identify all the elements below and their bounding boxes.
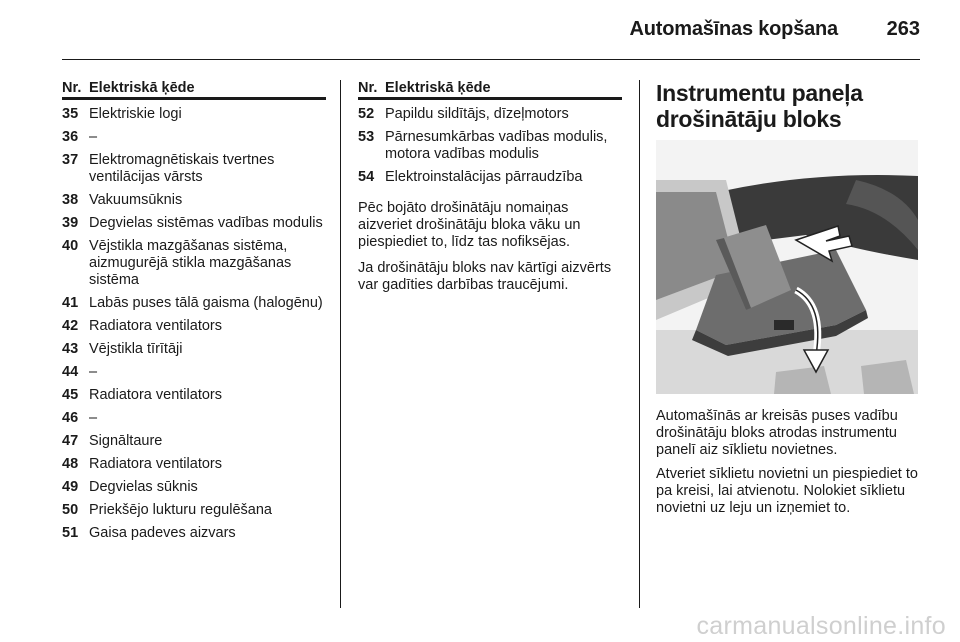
table-row xyxy=(62,192,326,209)
circuit-name: Degvielas sūknis xyxy=(89,479,198,495)
column-divider xyxy=(340,80,341,608)
watermark: carmanualsonline.info xyxy=(696,612,946,640)
circuit-name: Priekšējo lukturu regulēšana xyxy=(89,502,272,518)
fuse-number: 42 xyxy=(62,318,79,334)
table-row xyxy=(62,318,326,335)
circuit-name: – xyxy=(89,129,98,145)
fuse-table-2 xyxy=(358,80,622,294)
column-header-nr: Nr. xyxy=(62,80,82,96)
fuse-number: 36 xyxy=(62,129,79,145)
fuse-number: 39 xyxy=(62,215,79,231)
column-header-nr: Nr. xyxy=(358,80,378,96)
circuit-name: Elektroinstalācijas pārraudzība xyxy=(385,169,583,185)
table-row xyxy=(62,152,326,186)
circuit-name: Radiatora ventilators xyxy=(89,387,222,403)
table-row xyxy=(62,387,326,404)
table-row xyxy=(62,456,326,473)
fuse-number: 47 xyxy=(62,433,79,449)
circuit-name: Pārnesumkārbas vadības modulis, motora vadības modulis xyxy=(385,129,608,162)
circuit-name: Degvielas sistēmas vadības modulis xyxy=(89,215,323,231)
section-body xyxy=(656,408,924,517)
page-header xyxy=(62,0,920,60)
table-row xyxy=(62,433,326,450)
fuse-number: 41 xyxy=(62,295,79,311)
fuse-number: 35 xyxy=(62,106,79,122)
table-row xyxy=(62,410,326,427)
column-header-circuit: Elektriskā ķēde xyxy=(385,80,491,96)
circuit-name: Elektriskie logi xyxy=(89,106,182,122)
table-header xyxy=(62,80,326,100)
fuse-number: 51 xyxy=(62,525,79,541)
fuse-number: 46 xyxy=(62,410,79,426)
fuse-number: 50 xyxy=(62,502,79,518)
circuit-name: Vējstikla mazgāšanas sistēma, aizmugurējā stikla mazgāšanas sistēma xyxy=(89,238,292,288)
fuse-number: 43 xyxy=(62,341,79,357)
table-row xyxy=(62,106,326,123)
circuit-name: – xyxy=(89,410,98,426)
table-row xyxy=(62,295,326,312)
table-row xyxy=(62,479,326,496)
fuse-number: 52 xyxy=(358,106,375,122)
table-row xyxy=(62,364,326,381)
fuse-number: 53 xyxy=(358,129,375,145)
table-row xyxy=(358,169,622,186)
paragraph: Atveriet sīklietu novietni un piespiediet to pa kreisi, lai atvienotu. Nolokiet sīklietu novietni uz leju un izņemiet to. xyxy=(656,466,918,516)
table-row xyxy=(358,129,622,163)
page-number: 263 xyxy=(886,18,920,40)
table-row xyxy=(62,341,326,358)
paragraph: Ja drošinātāju bloks nav kārtīgi aizvērts var gadīties darbības traucējumi. xyxy=(358,260,612,293)
circuit-name: Labās puses tālā gaisma (halogēnu) xyxy=(89,295,323,311)
table-body xyxy=(62,106,326,542)
table-row xyxy=(62,502,326,519)
fuse-number: 54 xyxy=(358,169,375,185)
circuit-name: Radiatora ventilators xyxy=(89,318,222,334)
fuse-number: 45 xyxy=(62,387,79,403)
column-divider xyxy=(639,80,640,608)
table-row xyxy=(62,129,326,146)
table-header xyxy=(358,80,622,100)
paragraph: Pēc bojāto drošinātāju nomaiņas aizveriet drošinātāju bloka vāku un piespiediet to, līdz tas nofiksējas. xyxy=(358,200,581,250)
table-row xyxy=(358,106,622,123)
section-title: Instrumentu paneļa drošinātāju bloks xyxy=(656,80,863,132)
section xyxy=(656,80,922,132)
table-row xyxy=(62,238,326,289)
glovebox-image xyxy=(656,140,918,394)
circuit-name: Elektromagnētiskais tvertnes ventilācijas vārsts xyxy=(89,152,275,185)
fuse-number: 40 xyxy=(62,238,79,254)
circuit-name: Radiatora ventilators xyxy=(89,456,222,472)
paragraph: Automašīnās ar kreisās puses vadību drošinātāju bloks atrodas instrumentu panelī aiz sīklietu novietnes. xyxy=(656,408,898,458)
circuit-name: – xyxy=(89,364,98,380)
fuse-table-1 xyxy=(62,80,326,542)
table-row xyxy=(62,525,326,542)
circuit-name: Papildu sildītājs, dīzeļmotors xyxy=(385,106,569,122)
fuse-box-illustration xyxy=(656,140,918,394)
circuit-name: Gaisa padeves aizvars xyxy=(89,525,236,541)
circuit-name: Signāltaure xyxy=(89,433,163,449)
column-header-circuit: Elektriskā ķēde xyxy=(89,80,195,96)
fuse-number: 49 xyxy=(62,479,79,495)
table-body xyxy=(358,106,622,186)
fuse-number: 37 xyxy=(62,152,79,168)
fuse-number: 38 xyxy=(62,192,79,208)
table-row xyxy=(62,215,326,232)
fuse-number: 44 xyxy=(62,364,79,380)
circuit-name: Vējstikla tīrītāji xyxy=(89,341,183,357)
circuit-name: Vakuumsūknis xyxy=(89,192,183,208)
fuse-number: 48 xyxy=(62,456,79,472)
page-title: Automašīnas kopšana xyxy=(629,18,838,40)
